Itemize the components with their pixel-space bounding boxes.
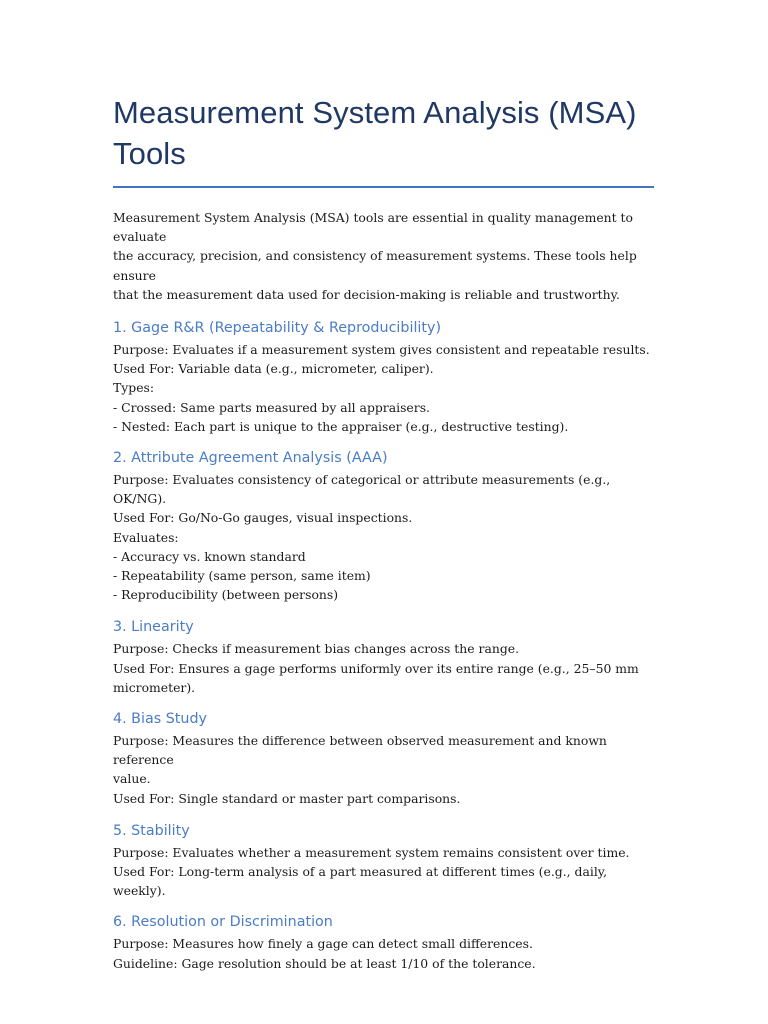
document-title	[113, 92, 655, 174]
section-line: - Nested: Each part is unique to the appraiser (e.g., destructive testing).	[113, 418, 569, 434]
section-heading: 1. Gage R&R (Repeatability & Reproducibility)	[113, 320, 442, 337]
intro-line: the accuracy, precision, and consistency of measurement systems. These tools help ensure	[113, 248, 637, 283]
section-body	[113, 639, 655, 697]
title-line-1: Measurement System Analysis (MSA)	[113, 95, 637, 130]
section-body	[113, 934, 655, 972]
section-line: Types:	[113, 380, 155, 396]
section-body	[113, 843, 655, 901]
title-divider	[113, 186, 654, 188]
section-body	[113, 340, 655, 436]
section-line: Used For: Variable data (e.g., micrometer, caliper).	[113, 361, 434, 377]
section-line: Used For: Single standard or master part comparisons.	[113, 790, 461, 806]
section-line: value.	[113, 771, 151, 787]
section-gage-rr	[113, 319, 655, 436]
section-linearity	[113, 618, 655, 697]
section-body	[113, 731, 655, 808]
section-line: Purpose: Checks if measurement bias changes across the range.	[113, 641, 520, 657]
section-line: Evaluates:	[113, 529, 179, 545]
section-bias-study	[113, 710, 655, 808]
section-attribute-agreement	[113, 449, 655, 604]
section-line: Purpose: Evaluates whether a measurement system remains consistent over time.	[113, 844, 630, 860]
section-line: micrometer).	[113, 679, 196, 695]
section-line: Used For: Go/No-Go gauges, visual inspections.	[113, 510, 413, 526]
section-body	[113, 470, 655, 604]
section-heading: 4. Bias Study	[113, 711, 207, 728]
section-heading: 5. Stability	[113, 822, 190, 839]
section-line: - Reproducibility (between persons)	[113, 587, 339, 603]
section-line: - Accuracy vs. known standard	[113, 548, 306, 564]
section-line: Purpose: Evaluates if a measurement system gives consistent and repeatable results.	[113, 342, 650, 358]
section-line: - Repeatability (same person, same item)	[113, 568, 371, 584]
section-line: Purpose: Measures how finely a gage can detect small differences.	[113, 936, 533, 952]
intro-paragraph	[113, 208, 655, 304]
section-line: Purpose: Measures the difference between observed measurement and known reference	[113, 733, 607, 768]
section-heading: 6. Resolution or Discrimination	[113, 914, 333, 931]
section-line: Guideline: Gage resolution should be at least 1/10 of the tolerance.	[113, 955, 536, 971]
section-line: Purpose: Evaluates consistency of categorical or attribute measurements (e.g., OK/NG).	[113, 472, 611, 507]
section-line: Used For: Ensures a gage performs uniformly over its entire range (e.g., 25–50 mm	[113, 660, 639, 676]
intro-line: Measurement System Analysis (MSA) tools are essential in quality management to evaluate	[113, 210, 634, 245]
section-heading: 3. Linearity	[113, 619, 194, 636]
section-line: Used For: Long-term analysis of a part measured at different times (e.g., daily, weekly).	[113, 864, 608, 899]
section-line: - Crossed: Same parts measured by all appraisers.	[113, 399, 430, 415]
section-resolution	[113, 913, 655, 972]
section-stability	[113, 822, 655, 901]
section-heading: 2. Attribute Agreement Analysis (AAA)	[113, 450, 388, 467]
title-line-2: Tools	[113, 136, 186, 171]
intro-line: that the measurement data used for decision-making is reliable and trustworthy.	[113, 286, 620, 302]
